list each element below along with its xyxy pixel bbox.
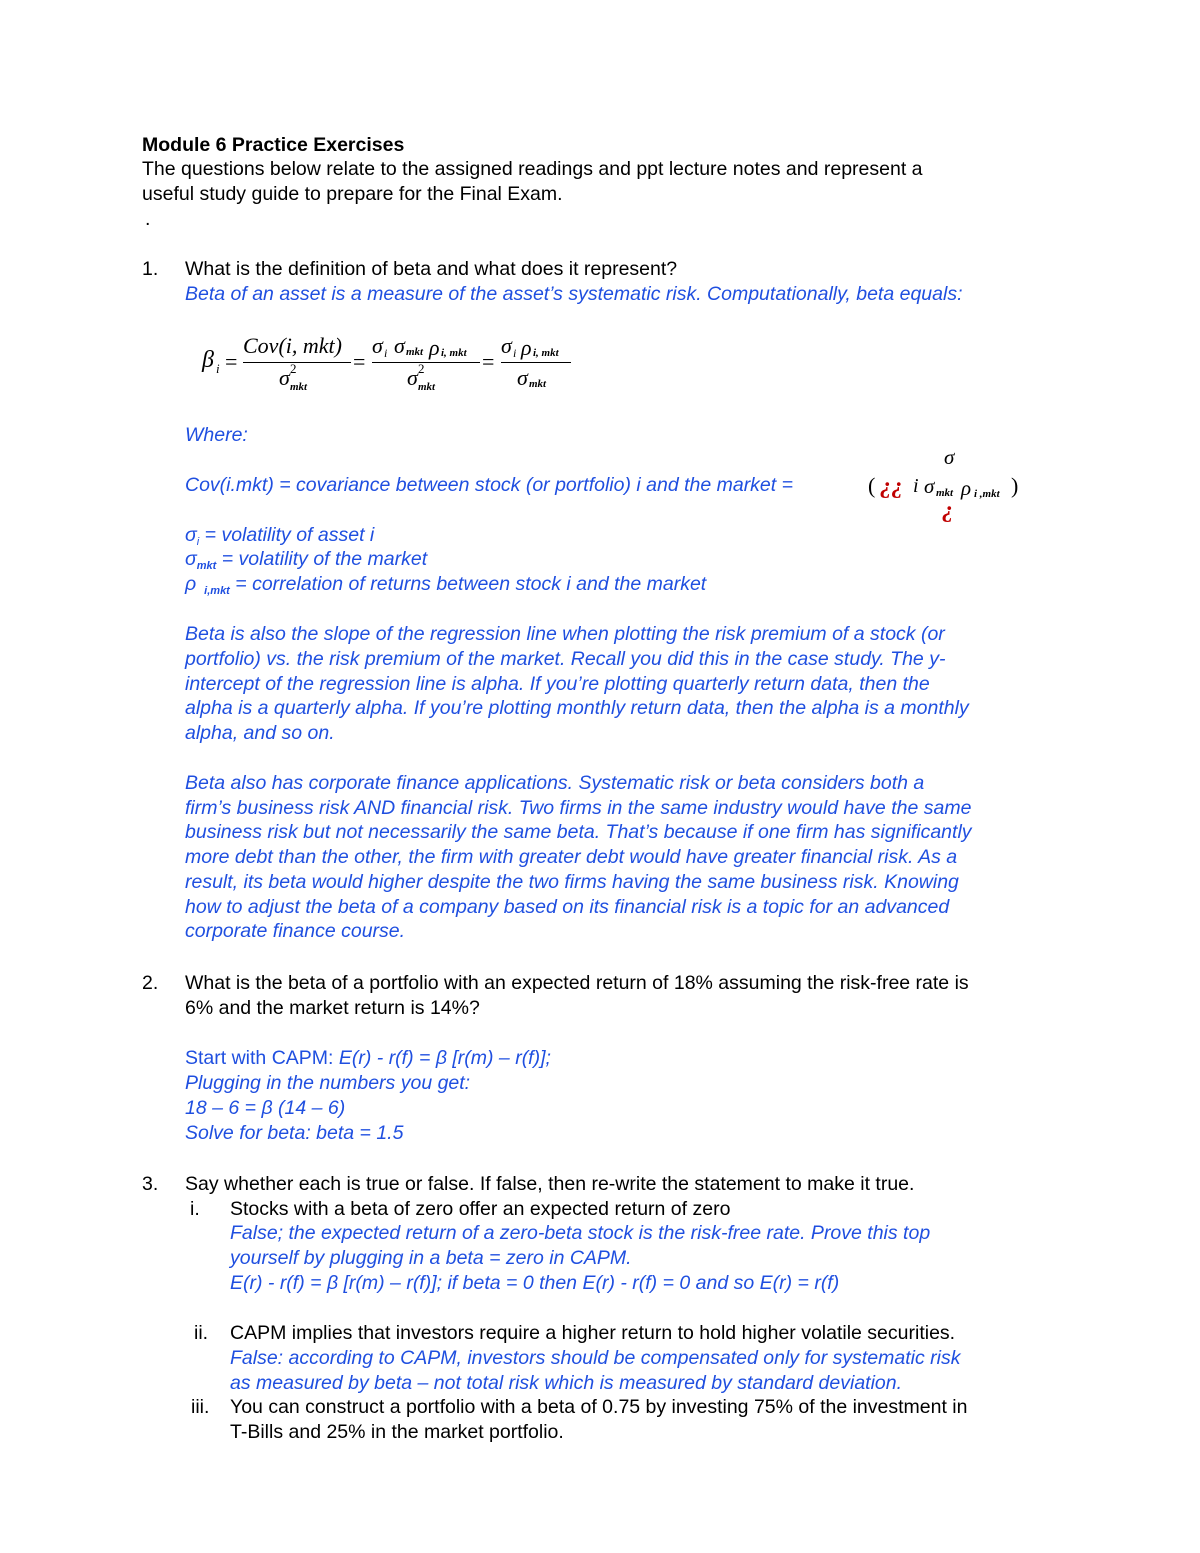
stray-dot: . (145, 208, 151, 230)
para2-line-2: firm’s business risk AND financial risk. Two firms in the same industry would have the same (185, 797, 972, 819)
equals-sign-3: = (482, 349, 495, 374)
equals-sign-2: = (353, 349, 366, 374)
q2-solve-line: Solve for beta: beta = 1.5 (185, 1122, 404, 1144)
sigma-i-subscript: i (196, 536, 200, 548)
rho-symbol: ρ (185, 573, 197, 595)
beta-formula (195, 325, 595, 405)
para1-line-4: alpha is a quarterly alpha. If you’re plotting monthly return data, then the alpha is a monthly (185, 697, 969, 719)
para1-line-1: Beta is also the slope of the regression line when plotting the risk premium of a stock (or (185, 623, 945, 645)
q1-answer-line: Beta of an asset is a measure of the asset’s systematic risk. Computationally, beta equals: (185, 283, 963, 305)
cov-i: i (913, 475, 919, 497)
q3-item-2-statement: CAPM implies that investors require a higher return to hold higher volatile securities. (230, 1322, 956, 1344)
term1-numerator: Cov(i, mkt) (243, 333, 342, 358)
q3-item-1-answer-3: E(r) - r(f) = β [r(m) – r(f)]; if beta = 0 then E(r) - r(f) = 0 and so E(r) = r(f) (230, 1272, 840, 1294)
para2-line-3: business risk but not necessarily the same beta. That’s because if one firm has significantly (185, 821, 972, 843)
q3-item-2-answer-1: False: according to CAPM, investors should be compensated only for systematic risk (230, 1347, 961, 1369)
q3-item-1-statement: Stocks with a beta of zero offer an expected return of zero (230, 1198, 731, 1220)
cov-red-bottom: ¿ (942, 497, 954, 522)
q1-question: What is the definition of beta and what does it represent? (185, 258, 678, 280)
term3-num-sigma: σ (501, 333, 512, 358)
cov-paren-close: ) (1011, 473, 1019, 498)
q3-item-3-statement-2: T-Bills and 25% in the market portfolio. (230, 1421, 564, 1443)
para1-line-2: portfolio) vs. the risk premium of the market. Recall you did this in the case study. The y- (185, 648, 946, 670)
q2-capm-line (185, 1046, 551, 1071)
cov-formula (868, 445, 1038, 525)
para2-line-4: more debt than the other, the firm with greater debt would have greater financial risk. As a (185, 846, 958, 868)
term2-num-sigma-i: σ (372, 333, 383, 358)
q3-item-3-number: iii. (191, 1396, 210, 1418)
cov-sigma-top: σ (944, 445, 955, 469)
term3-num-rho: ρ (521, 335, 532, 360)
fraction-bar-3 (501, 362, 571, 363)
term2-num-rho: ρ (429, 335, 440, 360)
q3-question: Say whether each is true or false. If false, then re-write the statement to make it true. (185, 1173, 915, 1195)
sigma-i-text: = volatility of asset i (199, 524, 375, 546)
q3-item-1-number: i. (190, 1198, 200, 1220)
intro-line-1: The questions below relate to the assigned readings and ppt lecture notes and represent a (142, 158, 923, 180)
para1-line-3: intercept of the regression line is alpha. If you’re plotting quarterly return data, then the (185, 673, 930, 695)
para2-line-6: how to adjust the beta of a company based on its financial risk is a topic for an advanced (185, 896, 950, 918)
cov-paren-open: ( (868, 473, 876, 498)
term3-num-i: i (513, 346, 517, 360)
cov-imkt: i ,mkt (974, 488, 1000, 500)
q3-item-2-answer-2: as measured by beta – not total risk which is measured by standard deviation. (230, 1372, 903, 1394)
para2-line-7: corporate finance course. (185, 920, 406, 942)
term2-num-mkt: mkt (406, 346, 424, 358)
sigma-mkt-symbol: σ (185, 548, 197, 570)
q2-question-line-2: 6% and the market return is 14%? (185, 997, 480, 1019)
sigma-mkt-text: = volatility of the market (216, 548, 428, 570)
term2-num-i: i (384, 346, 388, 360)
sigma-mkt-subscript: mkt (196, 560, 217, 572)
term2-den-sigma: σ (407, 365, 418, 390)
para1-line-5: alpha, and so on. (185, 722, 335, 744)
term1-den-sup: 2 (290, 361, 297, 376)
q2-plug-line: Plugging in the numbers you get: (185, 1072, 471, 1094)
q2-number: 2. (142, 972, 159, 994)
q3-item-1-answer-2: yourself by plugging in a beta = zero in CAPM. (230, 1247, 632, 1269)
rho-subscript: i,mkt (204, 585, 230, 597)
document-title: Module 6 Practice Exercises (142, 134, 405, 156)
q2-question-line-1: What is the beta of a portfolio with an expected return of 18% assuming the risk-free rate is (185, 972, 969, 994)
beta-symbol: β (202, 347, 214, 373)
cov-mkt: mkt (936, 487, 954, 499)
q3-number: 3. (142, 1173, 159, 1195)
term1-den-sigma: σ (279, 365, 290, 390)
para2-line-5: result, its beta would higher despite the two firms having the same business risk. Knowing (185, 871, 959, 893)
term2-den-sub: mkt (418, 381, 436, 393)
term3-den-sub: mkt (529, 378, 547, 390)
rho-definition (185, 572, 706, 604)
q2-capm-formula: E(r) - r(f) = β [r(m) – r(f)]; (338, 1047, 551, 1069)
term3-num-imkt: i, mkt (533, 347, 559, 359)
q2-capm-prefix: Start with CAPM: (185, 1047, 339, 1069)
term2-den-sup: 2 (418, 361, 425, 376)
cov-definition: Cov(i.mkt) = covariance between stock (or portfolio) i and the market = (185, 474, 794, 496)
para2-line-1: Beta also has corporate finance applications. Systematic risk or beta considers both a (185, 772, 925, 794)
q1-number: 1. (142, 258, 159, 280)
q3-item-2-number: ii. (194, 1322, 209, 1344)
q2-calc-line: 18 – 6 = β (14 – 6) (185, 1097, 346, 1119)
intro-line-2: useful study guide to prepare for the Final Exam. (142, 183, 563, 205)
beta-subscript: i (216, 361, 220, 376)
cov-rho: ρ (961, 476, 972, 500)
term3-den-sigma: σ (517, 365, 528, 390)
where-label: Where: (185, 424, 248, 446)
q3-item-3-statement-1: You can construct a portfolio with a beta of 0.75 by investing 75% of the investment in (230, 1396, 968, 1418)
cov-sigma: σ (924, 474, 935, 498)
term2-num-sigma-mkt: σ (394, 333, 405, 358)
equals-sign: = (225, 349, 238, 374)
cov-red-glyphs: ¿¿ (880, 473, 903, 498)
rho-text: = correlation of returns between stock i and the market (229, 573, 707, 595)
term1-den-sub: mkt (290, 381, 308, 393)
fraction-bar-1 (243, 362, 351, 363)
sigma-i-symbol: σ (185, 524, 197, 546)
fraction-bar-2 (372, 362, 480, 363)
term2-num-imkt: i, mkt (441, 347, 467, 359)
q3-item-1-answer-1: False; the expected return of a zero-beta stock is the risk-free rate. Prove this top (230, 1222, 931, 1244)
